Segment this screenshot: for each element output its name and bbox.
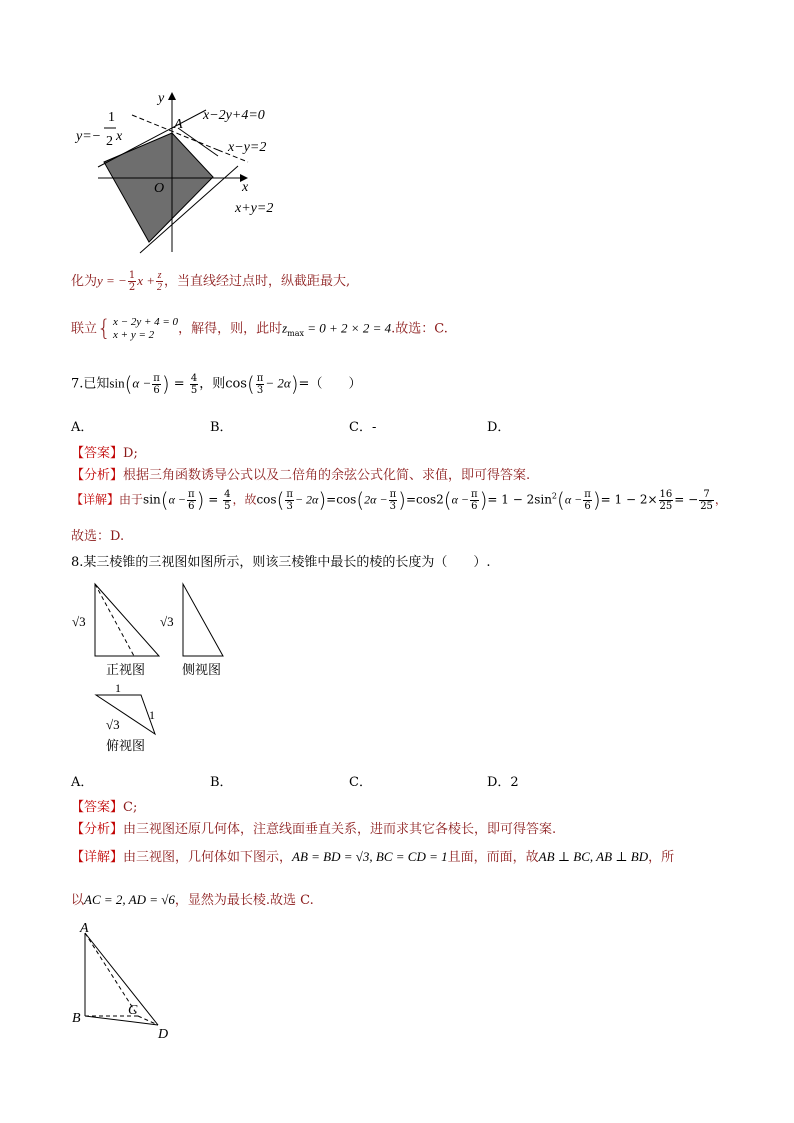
math: y = −	[97, 273, 127, 288]
den: 2	[128, 282, 136, 293]
num: π	[187, 488, 195, 500]
den: 25	[659, 500, 673, 512]
den: 6	[188, 500, 195, 512]
point-a-label: A	[174, 117, 183, 132]
line3-label: x+y=2	[235, 201, 274, 216]
eq: x − 2y + 4 = 0	[113, 316, 179, 328]
text: =（ ）	[298, 376, 362, 392]
num: 16	[659, 488, 673, 500]
math: − 2α	[294, 492, 319, 507]
q8-option-d: D．2	[487, 775, 519, 790]
x-axis-label: x	[242, 180, 249, 195]
den: 6	[153, 384, 160, 396]
frac	[187, 489, 196, 512]
q7-option-a: A．	[71, 420, 94, 435]
math: − 2α	[265, 375, 291, 391]
edge-ad	[85, 933, 158, 1025]
math: =	[405, 492, 417, 507]
text: 化为	[71, 274, 98, 289]
analysis-tag: 【分析】	[71, 822, 124, 837]
den: 2	[157, 282, 163, 293]
yeq-prefix: y=−	[76, 129, 102, 144]
answer-tag: 【答案】	[71, 800, 124, 815]
q8-answer	[71, 796, 137, 815]
frac	[285, 489, 294, 512]
answer-text: C;	[123, 800, 138, 815]
text: 联立	[71, 321, 98, 337]
q8-option-a: A．	[71, 775, 94, 790]
math: cos	[225, 376, 247, 392]
analysis-tag: 【分析】	[71, 468, 124, 483]
frac	[190, 373, 198, 396]
top-view-triangle	[96, 695, 155, 734]
num: π	[286, 488, 293, 500]
frac	[659, 489, 674, 512]
system	[113, 316, 178, 342]
den: 3	[256, 384, 264, 396]
side-view-sqrt3: √3	[160, 614, 174, 629]
q8-stem: 8.某三棱锥的三视图如图所示，则该三棱锥中最长的棱的长度为（ ）.	[71, 555, 491, 570]
y-axis-label: y	[158, 91, 165, 106]
yeq-var: x	[116, 129, 123, 144]
side-view-triangle	[183, 584, 223, 656]
math: cos2	[416, 492, 444, 507]
math: sin	[109, 375, 125, 391]
num: 1	[128, 270, 136, 281]
frac	[152, 373, 161, 396]
math: α −	[132, 375, 152, 391]
feasible-region-graph	[70, 88, 290, 258]
den: 6	[471, 500, 478, 512]
y-axis-arrow	[168, 92, 176, 100]
analysis-text: 根据三角函数诱导公式以及二倍角的余弦公式化简、求值，即可得答案.	[123, 468, 531, 483]
top-view-one-right: 1	[149, 708, 155, 722]
label-b: B	[72, 1011, 81, 1026]
num: 7	[699, 489, 714, 501]
num: 4	[224, 488, 231, 500]
q7-option-d: D．	[487, 420, 511, 435]
frac	[223, 489, 231, 512]
text: 7.已知	[71, 376, 110, 392]
den: 25	[700, 500, 713, 512]
yeq-num: 1	[108, 110, 115, 125]
prev-solution-line1	[71, 270, 350, 293]
origin-label: O	[154, 181, 165, 196]
text: ，则	[199, 376, 226, 392]
analysis-text: 由三视图还原几何体，注意线面垂直关系，进而求其它各棱长，即可得答案.	[123, 822, 557, 837]
top-view-sqrt3: √3	[106, 717, 120, 732]
q8-analysis	[71, 818, 556, 837]
math: 2α −	[364, 492, 388, 507]
text: ，当直线经过点时，纵截距最大,	[164, 274, 351, 289]
label-d: D	[158, 1027, 169, 1042]
tetrahedron-figure	[70, 918, 190, 1048]
math: z	[282, 320, 288, 336]
math: α −	[564, 492, 583, 507]
detail-tag: 【详解】	[71, 850, 124, 865]
q8-option-b: B．	[210, 775, 233, 790]
math: max	[287, 329, 305, 339]
math: = 1 − 2×	[600, 492, 658, 507]
answer-tag: 【答案】	[71, 446, 124, 461]
den: 5	[190, 384, 198, 396]
math: cos	[336, 492, 357, 507]
q7-conclusion: 故选：D.	[71, 529, 125, 544]
yeq-den: 2	[106, 134, 113, 149]
math: α −	[168, 492, 186, 507]
den: 5	[224, 500, 231, 512]
q7-option-b: B．	[210, 420, 233, 435]
math: 2	[551, 491, 558, 501]
three-view-diagram	[70, 578, 250, 758]
num: π	[389, 488, 397, 500]
top-view-one-top: 1	[115, 681, 121, 695]
text: 由于	[119, 492, 144, 507]
den: 3	[389, 500, 397, 512]
math: cos	[256, 492, 277, 507]
q8-detail-line2	[71, 889, 314, 908]
num: z	[157, 270, 162, 281]
math: AC = 2, AD = √6	[84, 892, 175, 907]
front-view-triangle	[95, 584, 159, 656]
num: π	[256, 372, 264, 384]
num: π	[584, 488, 591, 500]
math: = 0 + 2 × 2 = 4	[304, 320, 392, 336]
text: ，显然为最长棱.故选 C.	[174, 893, 314, 908]
frac	[156, 270, 163, 293]
frac	[389, 489, 398, 512]
label-a: A	[80, 921, 89, 936]
frac	[256, 373, 265, 396]
text: ，所	[648, 850, 675, 865]
q7-analysis	[71, 464, 530, 483]
text: ，	[714, 492, 727, 507]
top-view-label: 俯视图	[106, 738, 146, 753]
math: AB ⊥ BC, AB ⊥ BD	[538, 849, 649, 864]
math: α −	[451, 492, 469, 507]
label-c: C	[128, 1003, 138, 1018]
line1-label: x−2y+4=0	[203, 108, 265, 123]
q7-answer	[71, 442, 138, 461]
q7-stem: 7.已知sin(α − $\frac{\pi}{6}$ ) = $\frac{4}{5}$ ，则cos( $\frac{\pi}{3}$ − 2α)=（ ）	[71, 372, 362, 396]
text: ，解得，则，此时	[178, 321, 283, 337]
prev-solution-line2: 联立{ x − 2y + 4 = 0 x + y = 2 ，解得，则，此时$z_{max} = 0 + 2 \times 2 = 4$.故选：C.	[71, 316, 448, 342]
q7-detail: 【详解】由于sin(α − $\frac{\pi}{6}$ ) = $\frac{4}{5}$ ，故cos( $\frac{\pi}{3}$ − 2α)=cos(2α − $\frac{\pi}{3}$ )=cos2(α − $\frac{\pi}{6}$ )= $1 - 2\sin^2(\alpha$ − $\frac{\pi}{6}$ )= 1 − 2× $\frac{16}{25}$ = − $\frac{7}{25}$ ，	[71, 488, 727, 512]
front-view-label: 正视图	[106, 662, 146, 677]
detail-tag: 【详解】	[71, 492, 120, 507]
front-view-sqrt3: √3	[72, 614, 86, 629]
frac	[583, 489, 592, 512]
line2-label: x−y=2	[228, 140, 267, 155]
math: x +	[137, 273, 156, 288]
text: ，故	[232, 492, 257, 507]
q8-option-c: C．	[349, 775, 372, 790]
frac	[128, 270, 136, 293]
frac	[699, 489, 714, 512]
den: 3	[286, 500, 293, 512]
text: .故选：C.	[391, 321, 448, 337]
num: 4	[190, 372, 198, 384]
text: 以	[71, 893, 85, 908]
q7-option-c: C．-	[349, 420, 377, 435]
front-view-dashed-line	[95, 584, 134, 656]
num: π	[153, 372, 160, 384]
math: = 1 − 2sin	[487, 492, 552, 507]
math: =	[326, 492, 337, 507]
eq: x + y = 2	[113, 329, 155, 341]
num: π	[470, 488, 478, 500]
q8-detail	[71, 846, 674, 865]
frac	[470, 489, 479, 512]
text: 由三视图，几何体如下图示，	[123, 850, 293, 865]
text: 且面，而面，故	[447, 850, 539, 865]
side-view-label: 侧视图	[182, 662, 222, 677]
math: = −	[674, 492, 699, 507]
answer-text: D;	[123, 446, 138, 461]
math: AB = BD = √3, BC = CD = 1	[292, 849, 448, 864]
den: 6	[584, 500, 591, 512]
math: sin	[143, 492, 161, 507]
